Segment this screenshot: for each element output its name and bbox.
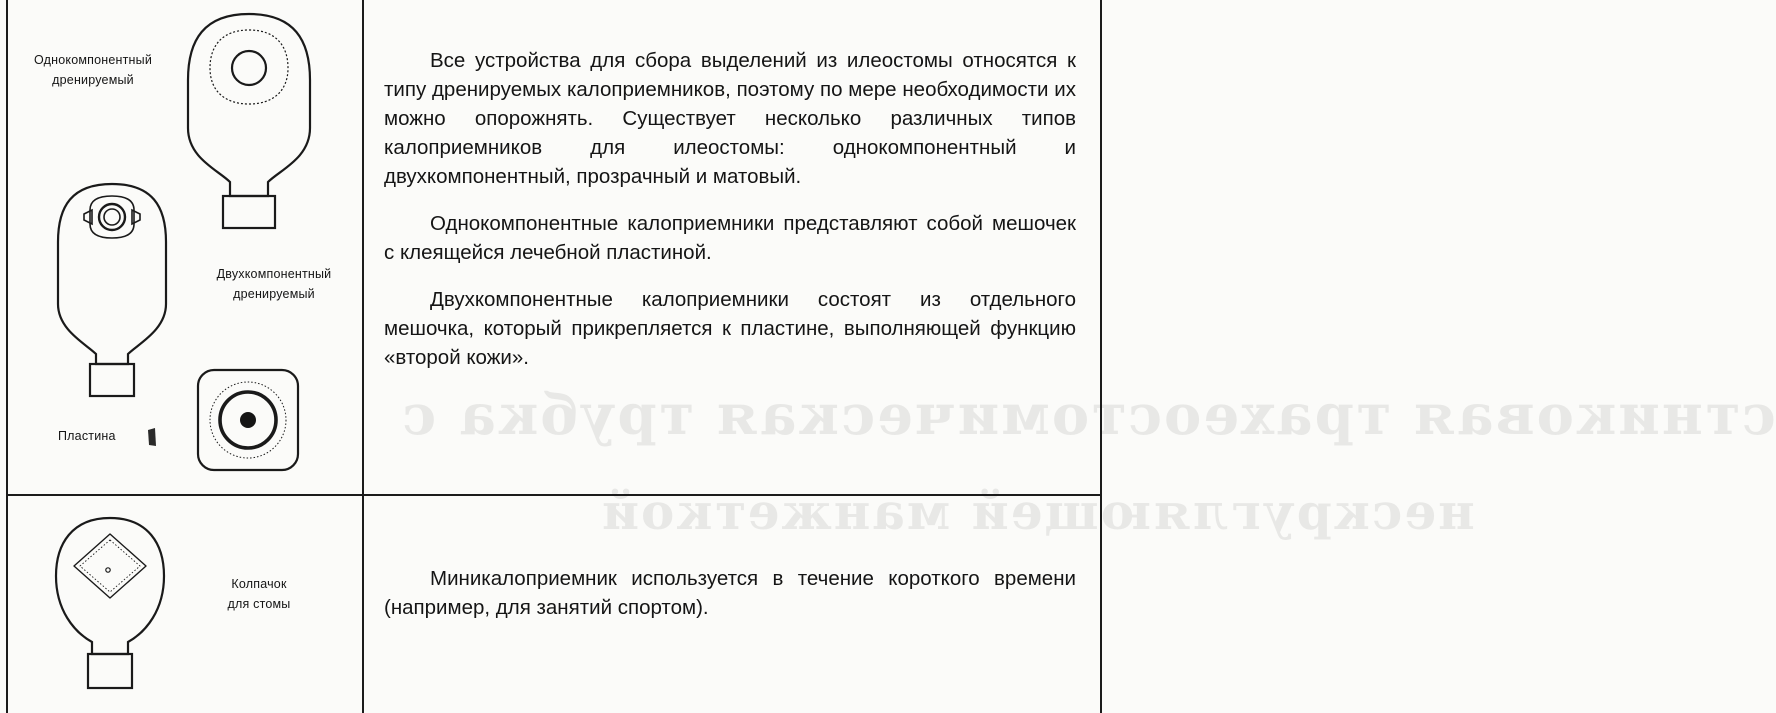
description-cell-top: [384, 46, 1076, 390]
pointer-mark-icon: [146, 426, 158, 448]
table-border-right: [1100, 0, 1102, 713]
label-two-piece: Двухкомпонентный дренируемый: [216, 267, 332, 301]
table-border-middle: [362, 0, 364, 713]
label-stoma-cap: Колпачок для стомы: [227, 577, 291, 611]
two-piece-pouch-illustration: [54, 180, 170, 400]
show-through-text: нескругляющей манжеткой: [600, 482, 1475, 541]
paragraph-mini-pouch: Миникалоприемник используется в течение короткого времени (например, для занятий спортом).: [384, 567, 1076, 619]
stoma-cap-illustration: [52, 514, 168, 694]
paragraph-two-piece: Двухкомпонентные калоприемники состоят из отдельного мешочка, который прикрепляется к пластине, выполняющей функцию «второй кожи».: [384, 288, 1076, 369]
label-one-piece: Однокомпонентный дренируемый: [33, 53, 153, 87]
skin-plate-illustration: [192, 364, 304, 476]
show-through-text: стниковая трахеостомическая трубка с: [400, 382, 1776, 448]
paragraph-one-piece: Однокомпонентные калоприемники представляют собой мешочек с клеящейся лечебной пластиной.: [384, 212, 1076, 264]
label-plate: Пластина: [58, 429, 116, 443]
illustration-cell-top: [8, 0, 362, 494]
description-cell-bottom: [384, 564, 1076, 640]
paragraph-ileostomy-devices: Все устройства для сбора выделений из илеостомы относятся к типу дренируемых калоприемников, поэтому по мере необходимости их можно опорожнять. Существует несколько различных типов калоприемников для илеостомы: однокомпонентный и двухкомпонентный, прозрачный и матовый.: [384, 49, 1076, 188]
illustration-cell-bottom: [8, 496, 362, 713]
one-piece-pouch-illustration: [184, 10, 314, 232]
